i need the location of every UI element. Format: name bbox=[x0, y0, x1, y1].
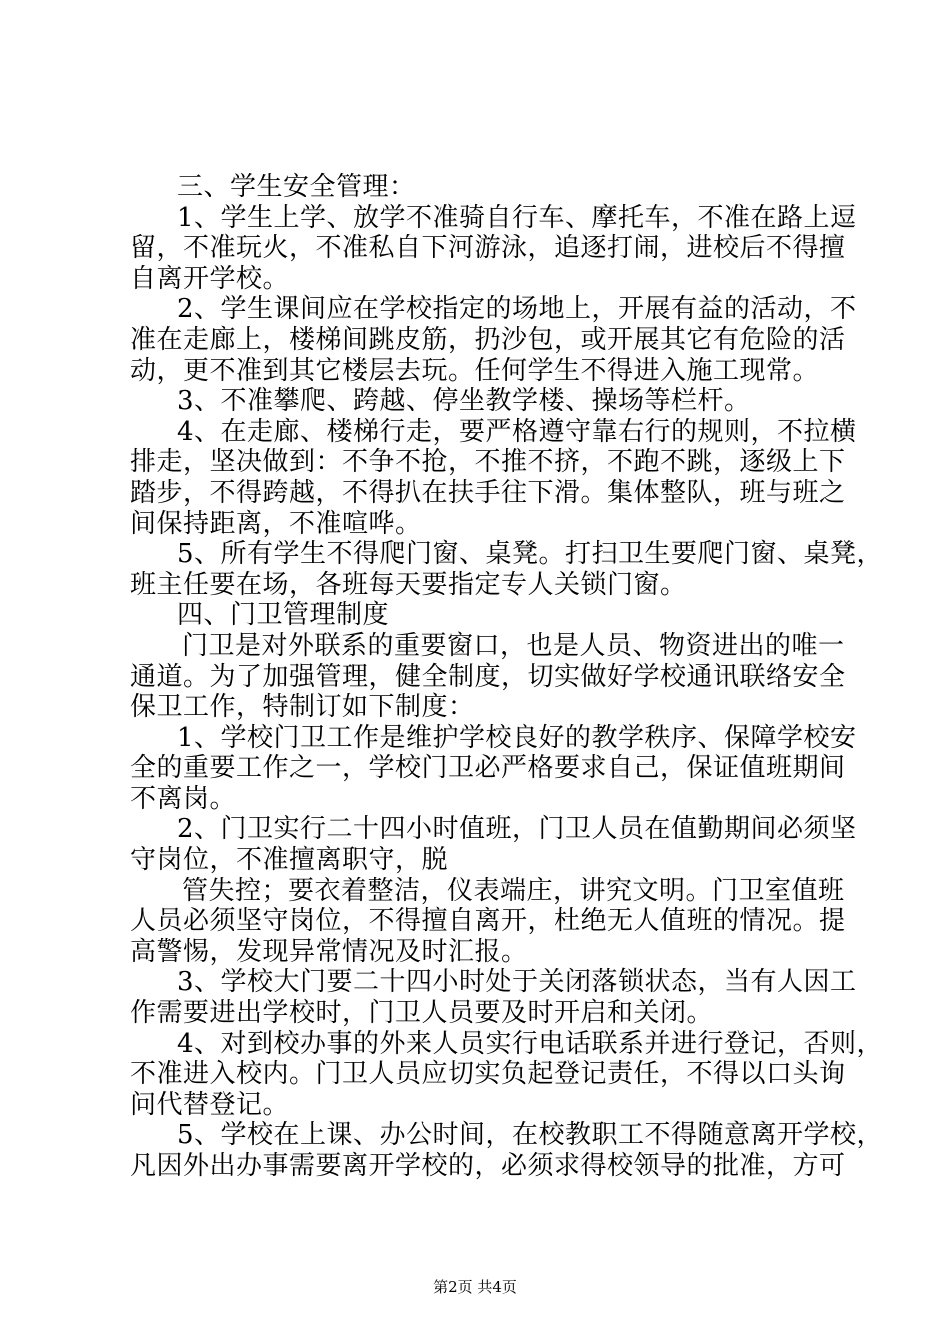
document-body bbox=[130, 172, 884, 1182]
text-line: 门卫是对外联系的重要窗口，也是人员、物资进出的唯一 bbox=[182, 630, 845, 661]
text-line: 保卫工作，特制订如下制度： bbox=[130, 692, 475, 723]
text-line: 不准进入校内。门卫人员应切实负起登记责任，不得以口头询 bbox=[130, 1059, 846, 1090]
text-line: 作需要进出学校时，门卫人员要及时开启和关闭。 bbox=[130, 998, 714, 1029]
text-line: 排走，坚决做到：不争不抢，不推不挤，不跑不跳，逐级上下 bbox=[130, 447, 846, 478]
text-line: 人员必须坚守岗位，不得擅自离开，杜绝无人值班的情况。提 bbox=[130, 906, 846, 937]
text-line: 3、学校大门要二十四小时处于关闭落锁状态，当有人因工 bbox=[177, 967, 857, 998]
text-line: 四、门卫管理制度 bbox=[177, 600, 390, 631]
text-line: 5、学校在上课、办公时间，在校教职工不得随意离开学校， bbox=[177, 1120, 884, 1151]
text-line: 动，更不准到其它楼层去玩。任何学生不得进入施工现常。 bbox=[130, 355, 820, 386]
text-line: 班主任要在场，各班每天要指定专人关锁门窗。 bbox=[130, 569, 687, 600]
text-line: 2、学生课间应在学校指定的场地上，开展有益的活动，不 bbox=[177, 294, 857, 325]
text-line: 4、对到校办事的外来人员实行电话联系并进行登记，否则， bbox=[177, 1028, 884, 1059]
text-line: 3、不准攀爬、跨越、停坐教学楼、操场等栏杆。 bbox=[177, 386, 751, 417]
text-line: 留，不准玩火，不准私自下河游泳，追逐打闹，进校后不得擅 bbox=[130, 233, 846, 264]
text-line: 4、在走廊、楼梯行走，要严格遵守靠右行的规则，不拉横 bbox=[177, 416, 857, 447]
text-line: 1、学校门卫工作是维护学校良好的教学秩序、保障学校安 bbox=[177, 722, 857, 753]
text-line: 不离岗。 bbox=[130, 783, 237, 814]
text-line: 守岗位，不准擅离职守，脱 bbox=[130, 845, 449, 876]
text-line: 问代替登记。 bbox=[130, 1089, 290, 1120]
text-line: 全的重要工作之一，学校门卫必严格要求自己，保证值班期间 bbox=[130, 753, 846, 784]
text-line: 2、门卫实行二十四小时值班，门卫人员在值勤期间必须坚 bbox=[177, 814, 857, 845]
text-line: 凡因外出办事需要离开学校的，必须求得校领导的批准，方可 bbox=[130, 1151, 846, 1181]
text-line: 通道。为了加强管理，健全制度，切实做好学校通讯联络安全 bbox=[130, 661, 846, 692]
text-line: 5、所有学生不得爬门窗、桌凳。打扫卫生要爬门窗、桌凳， bbox=[177, 539, 884, 570]
page-footer: 第2页 共4页 bbox=[433, 1278, 517, 1296]
text-line: 踏步，不得跨越，不得扒在扶手往下滑。集体整队，班与班之 bbox=[130, 477, 846, 508]
text-line: 三、学生安全管理： bbox=[177, 172, 416, 202]
text-line: 间保持距离，不准喧哗。 bbox=[130, 508, 422, 539]
text-line: 1、学生上学、放学不准骑自行车、摩托车，不准在路上逗 bbox=[177, 202, 857, 233]
text-line: 管失控；要衣着整洁，仪表端庄，讲究文明。门卫室值班 bbox=[182, 875, 845, 906]
text-line: 自离开学校。 bbox=[130, 263, 290, 294]
text-line: 准在走廊上，楼梯间跳皮筋，扔沙包，或开展其它有危险的活 bbox=[130, 324, 846, 355]
text-line: 高警惕，发现异常情况及时汇报。 bbox=[130, 936, 528, 967]
